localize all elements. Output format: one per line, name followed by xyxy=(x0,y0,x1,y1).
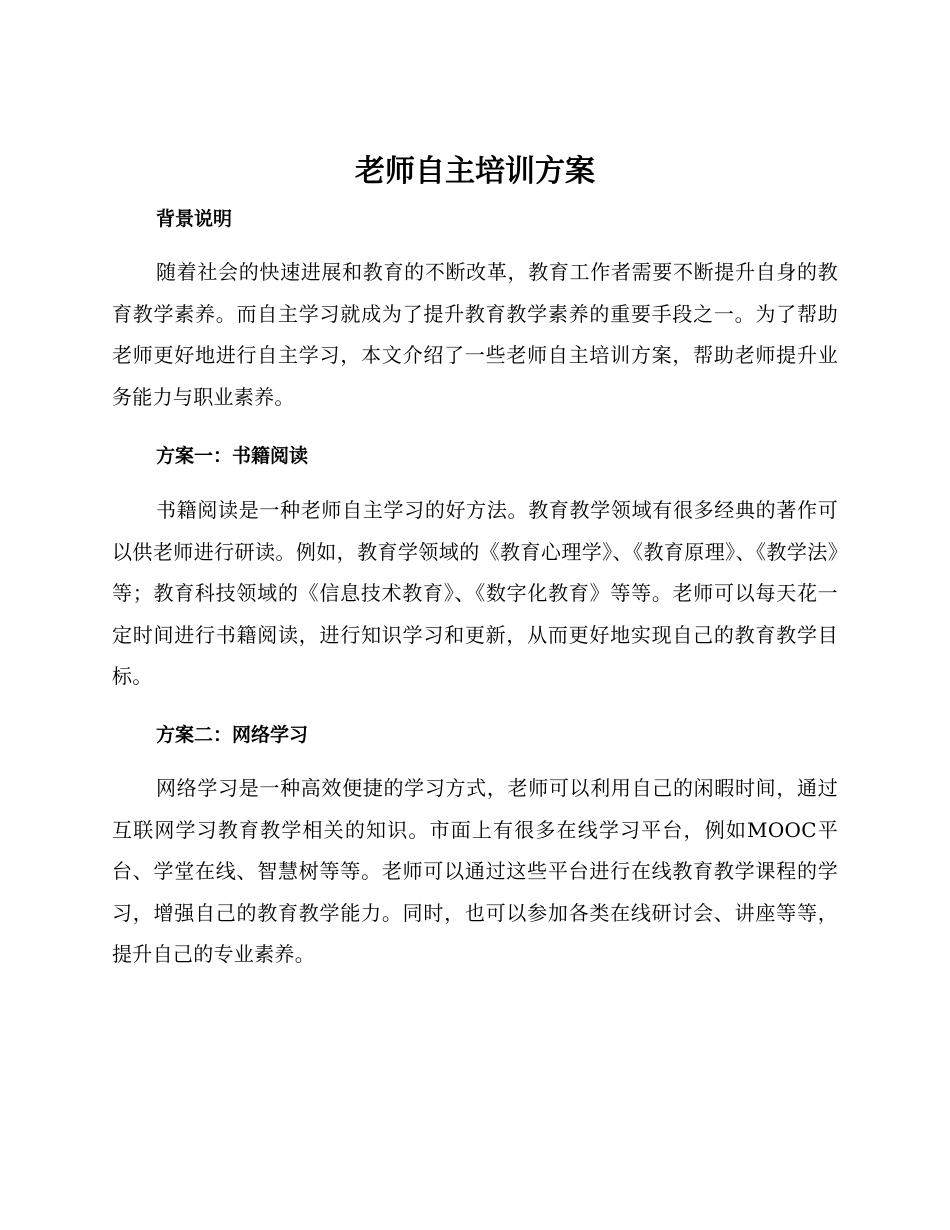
section-heading-background: 背景说明 xyxy=(156,208,233,230)
section-heading-plan-two: 方案二：网络学习 xyxy=(156,724,309,746)
section-heading-plan-one: 方案一：书籍阅读 xyxy=(156,445,309,467)
section-paragraph-plan-two: 网络学习是一种高效便捷的学习方式，老师可以利用自己的闲暇时间，通过互联网学习教育教学相关的知识。市面上有很多在线学习平台，例如MOOC平台、学堂在线、智慧树等等。老师可以通过这些平台进行在线教育教学课程的学习，增强自己的教育教学能力。同时，也可以参加各类在线研讨会、讲座等等，提升自己的专业素养。 xyxy=(112,776,838,966)
section-paragraph-background: 随着社会的快速进展和教育的不断改革，教育工作者需要不断提升自身的教育教学素养。而自主学习就成为了提升教育教学素养的重要手段之一。为了帮助老师更好地进行自主学习，本文介绍了一些老师自主培训方案，帮助老师提升业务能力与职业素养。 xyxy=(112,260,838,409)
section-paragraph-plan-one: 书籍阅读是一种老师自主学习的好方法。教育教学领域有很多经典的著作可以供老师进行研读。例如，教育学领域的《教育心理学》、《教育原理》、《教学法》等；教育科技领域的《信息技术教育》、《数字化教育》等等。老师可以每天花一定时间进行书籍阅读，进行知识学习和更新，从而更好地实现自己的教育教学目标。 xyxy=(112,498,838,688)
document-title: 老师自主培训方案 xyxy=(355,154,595,189)
